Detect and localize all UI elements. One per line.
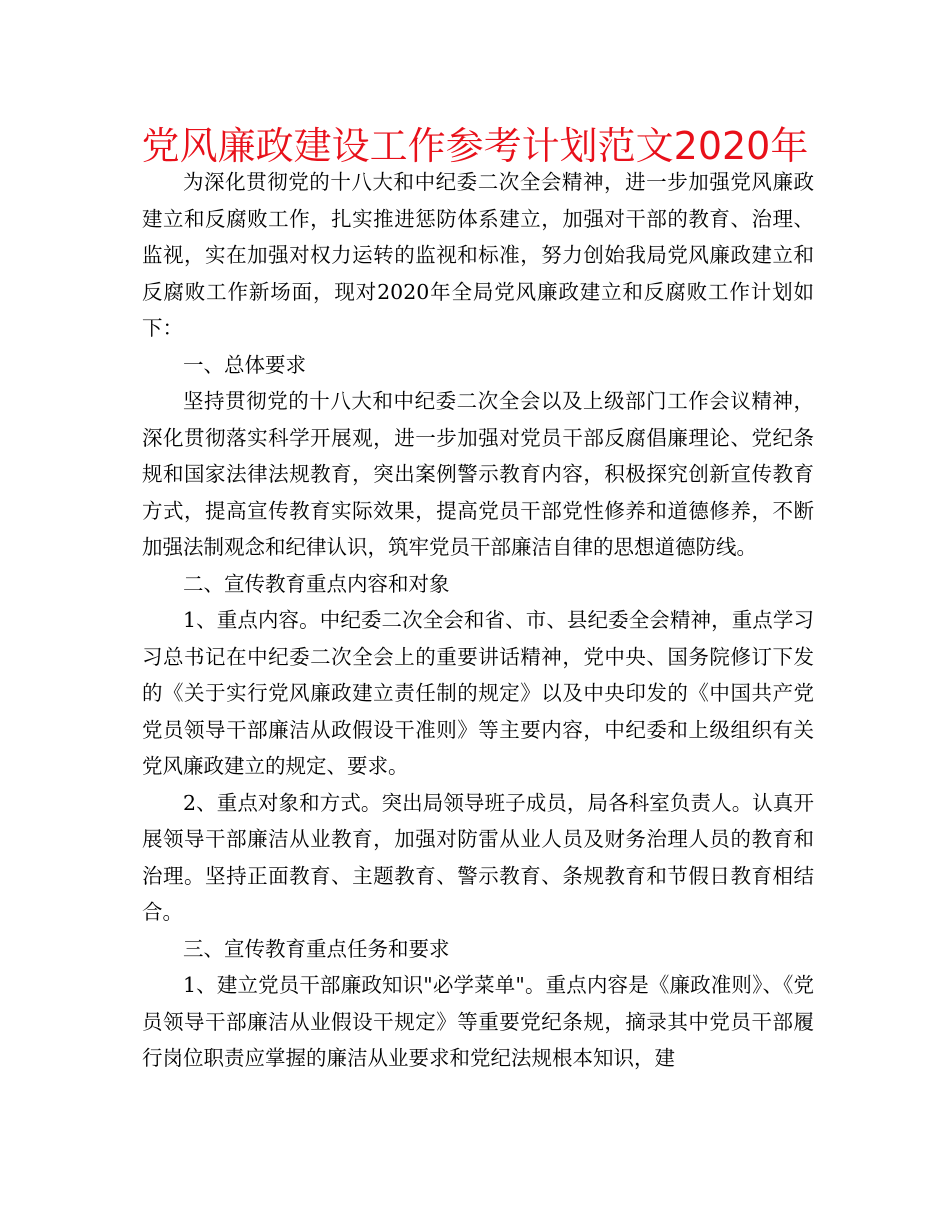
section-heading-1: 一、总体要求 — [183, 352, 306, 377]
section-3-item-1: 1、建立党员干部廉政知识"必学菜单"。重点内容是《廉政准则》、《党员领导干部廉洁从业假设干规定》等重要党纪条规，摘录其中党员干部履行岗位职责应掌握的廉洁从业要求和党纪法规根本知识，建 — [142, 973, 814, 1070]
document-title: 党风廉政建设工作参考计划范文2020年 — [141, 124, 809, 168]
section-heading-3: 三、宣传教育重点任务和要求 — [183, 936, 450, 961]
section-2-item-2: 2、重点对象和方式。突出局领导班子成员，局各科室负责人。认真开展领导干部廉洁从业教育，加强对防雷从业人员及财务治理人员的教育和治理。坚持正面教育、主题教育、警示教育、条规教育和节假日教育相结合。 — [142, 790, 814, 924]
section-heading-2: 二、宣传教育重点内容和对象 — [183, 571, 450, 596]
document-body — [142, 164, 814, 1077]
section-1-paragraph: 坚持贯彻党的十八大和中纪委二次全会以及上级部门工作会议精神，深化贯彻落实科学开展观，进一步加强对党员干部反腐倡廉理论、党纪条规和国家法律法规教育，突出案例警示教育内容，积极探究创新宣传教育方式，提高宣传教育实际效果，提高党员干部党性修养和道德修养，不断加强法制观念和纪律认识，筑牢党员干部廉洁自律的思想道德防线。 — [142, 389, 814, 559]
section-2-item-1: 1、重点内容。中纪委二次全会和省、市、县纪委全会精神，重点学习习总书记在中纪委二次全会上的重要讲话精神，党中央、国务院修订下发的《关于实行党风廉政建立责任制的规定》以及中央印发的《中国共产党党员领导干部廉洁从政假设干准则》等主要内容，中纪委和上级组织有关党风廉政建立的规定、要求。 — [142, 608, 814, 778]
intro-paragraph: 为深化贯彻党的十八大和中纪委二次全会精神，进一步加强党风廉政建立和反腐败工作，扎实推进惩防体系建立，加强对干部的教育、治理、监视，实在加强对权力运转的监视和标准，努力创始我局党风廉政建立和反腐败工作新场面，现对2020年全局党风廉政建立和反腐败工作计划如下： — [142, 170, 814, 340]
